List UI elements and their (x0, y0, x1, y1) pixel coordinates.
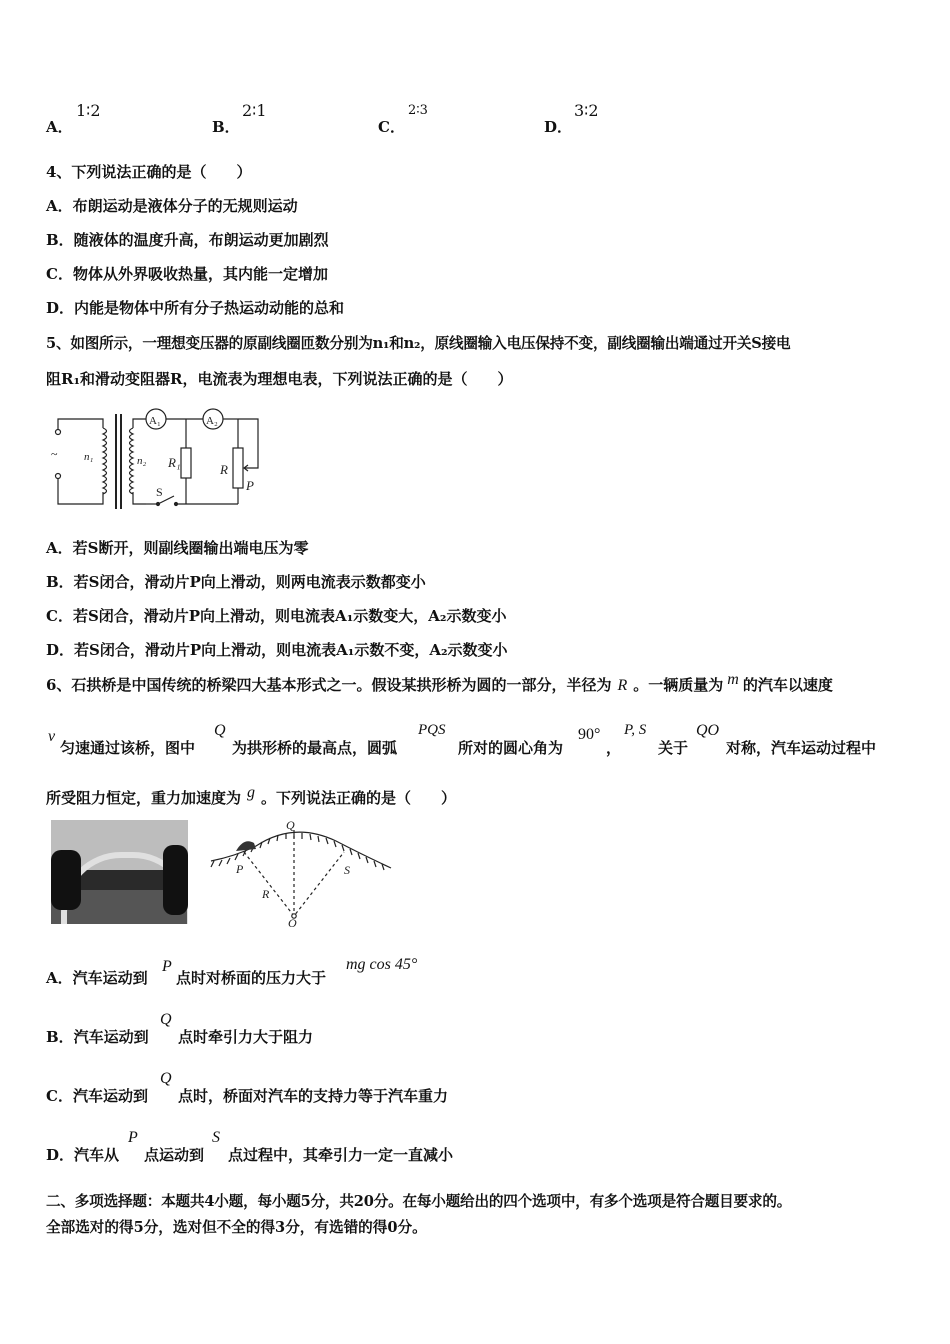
q6-option-d-text2: 点运动到 (144, 1146, 205, 1164)
var-R: R (617, 677, 628, 694)
line-QO: QO (696, 722, 720, 739)
stone-arch-bridge-photo (51, 820, 188, 924)
q4-option-b: B．随液体的温度升高，布朗运动更加剧烈 (46, 231, 329, 249)
q4-option-a: A．布朗运动是液体分子的无规则运动 (46, 197, 298, 215)
q6-l2-text-c: 所对的圆心角为 (458, 739, 564, 757)
point-Q-label: Q (286, 818, 295, 832)
points-PS: P, S (624, 722, 647, 738)
q4-stem: 4、下列说法正确的是（ ） (46, 163, 252, 181)
transformer-circuit-diagram (48, 404, 268, 516)
var-Q: Q (214, 722, 226, 739)
q6-option-a-expr: mg cos 45° (346, 956, 418, 973)
q6-option-c-Q: Q (160, 1070, 172, 1087)
q6-option-a-P: P (162, 958, 172, 975)
q5-option-c: C．若S闭合，滑动片P向上滑动，则电流表A₁示数变大，A₂示数变小 (46, 607, 507, 625)
q6-option-d-P: P (128, 1129, 138, 1146)
section2-heading-line2: 全部选对的得5分，选对但不全的得3分，有选错的得0分。 (46, 1219, 427, 1236)
q6-option-b-text1: B．汽车运动到 (46, 1028, 149, 1046)
q6-l2-text-b: 为拱形桥的最高点，圆弧 (232, 739, 398, 757)
q6-option-b-text2: 点时牵引力大于阻力 (178, 1028, 314, 1046)
q5-stem-line2: 阻R₁和滑动变阻器R，电流表为理想电表，下列说法正确的是（ ） (46, 370, 513, 388)
q5-stem-line1: 5、如图所示，一理想变压器的原副线圈匝数分别为n₁和n₂，原线圈输入电压保持不变，副线圈输出端通过开关S接电 (46, 335, 791, 352)
q3-option-b-value: 2∶1 (242, 101, 267, 120)
q6-l2-text-e: 关于 (658, 739, 689, 757)
q6-option-c-text1: C．汽车运动到 (46, 1087, 148, 1105)
section2-heading-line1: 二、多项选择题：本题共4小题，每小题5分，共20分。在每小题给出的四个选项中，有多个选项是符合题目要求的。 (46, 1193, 792, 1210)
n2-label: n₂ (137, 455, 147, 467)
point-S-label: S (344, 863, 350, 877)
q6-stem-line1: 6、石拱桥是中国传统的桥梁四大基本形式之一。假设某拱形桥为圆的一部分，半径为 R 。一辆质量为 m 的汽车以速度 (46, 671, 833, 694)
q6-option-d-text3: 点过程中，其牵引力一定一直减小 (228, 1146, 454, 1164)
q6-stem-line3: 所受阻力恒定，重力加速度为 g 。下列说法正确的是（ ） (46, 784, 457, 807)
angle-90: 90° (578, 726, 601, 743)
q3-option-d-label: D． (544, 118, 573, 136)
q3-option-d-value: 3∶2 (574, 101, 599, 120)
q6-option-b-Q: Q (160, 1011, 172, 1028)
q5-option-d: D．若S闭合，滑动片P向上滑动，则电流表A₁示数不变，A₂示数变小 (46, 641, 508, 659)
ammeter-a1-label: A₁ (149, 415, 161, 427)
ac-source-label: ~ (51, 447, 58, 461)
q4-option-d: D．内能是物体中所有分子热运动动能的总和 (46, 299, 345, 317)
q6-l2-text-d: ， (606, 739, 622, 757)
q3-option-b-label: B． (212, 118, 240, 136)
var-v: v (48, 728, 56, 745)
q3-option-a-value: 1∶2 (76, 101, 101, 120)
center-O-label: O (288, 916, 297, 928)
slider-p-label: P (246, 478, 254, 493)
r-label: R (220, 462, 228, 477)
switch-s-label: S (156, 485, 163, 499)
q3-option-c-label: C． (378, 118, 405, 136)
var-m: m (727, 671, 739, 688)
q4-option-c: C．物体从外界吸收热量，其内能一定增加 (46, 265, 328, 283)
arch-bridge-diagram (206, 816, 396, 928)
var-g: g (247, 784, 256, 801)
q3-option-c-value: 2∶3 (408, 103, 428, 118)
ammeter-a2-label: A₂ (206, 415, 218, 427)
q6-option-c-text2: 点时，桥面对汽车的支持力等于汽车重力 (178, 1087, 449, 1105)
q5-option-a: A．若S断开，则副线圈输出端电压为零 (46, 539, 309, 557)
q6-l2-text-a: 匀速通过该桥，图中 (60, 739, 196, 757)
radius-R-label: R (262, 887, 270, 901)
q6-option-d-text1: D．汽车从 (46, 1146, 120, 1164)
r1-label: R₁ (168, 455, 181, 470)
q6-option-a-text2: 点时对桥面的压力大于 (176, 969, 327, 987)
q6-l2-text-f: 对称，汽车运动过程中 (726, 739, 877, 757)
q3-option-a-label: A． (46, 118, 73, 136)
point-P-label: P (236, 862, 244, 876)
q5-option-b: B．若S闭合，滑动片P向上滑动，则两电流表示数都变小 (46, 573, 426, 591)
q6-option-a-text1: A．汽车运动到 (46, 969, 148, 987)
q6-option-d-S: S (212, 1129, 220, 1146)
arc-PQS: PQS (418, 722, 446, 738)
n1-label: n₁ (84, 451, 94, 463)
